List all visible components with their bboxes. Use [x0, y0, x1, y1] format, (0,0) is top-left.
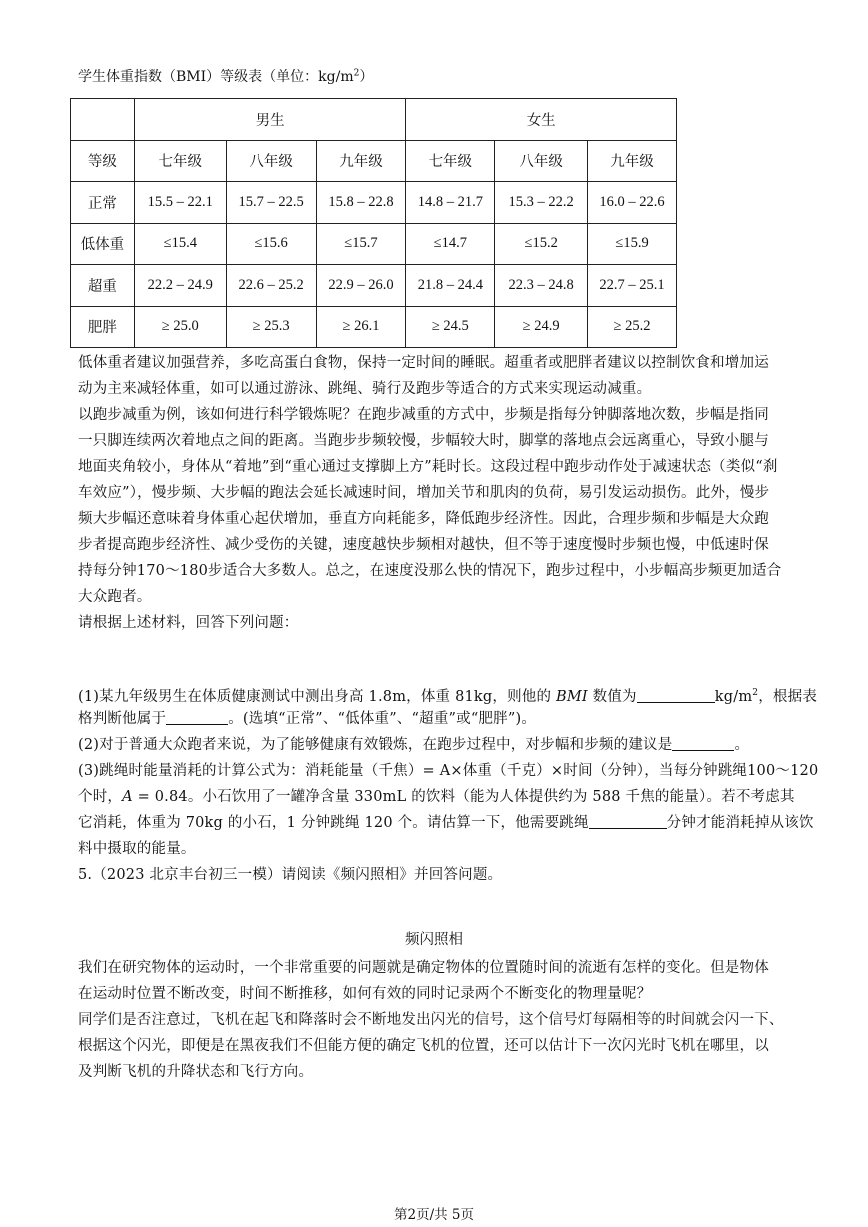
question-2: (2)对于普通大众跑者来说，为了能够健康有效锻炼，在跑步过程中，对步幅和步频的建议是 。: [78, 737, 750, 753]
table-cell: ≥ 25.0: [134, 306, 226, 348]
question-3-line-2: 个时，A = 0.84。小石饮用了一罐净含量 330mL 的饮料（能为人体提供约为 588 千焦的能量）。若不考虑其: [78, 789, 795, 805]
table-cell: ≤14.7: [406, 223, 495, 265]
article-title: 频闪照相: [405, 932, 463, 948]
article-line: 同学们是否注意过，飞机在起飞和降落时会不断地发出闪光的信号，这个信号灯每隔相等的时间就会闪一下、: [78, 1012, 784, 1028]
table-cell: 22.2 – 24.9: [134, 265, 226, 307]
table-cell: 22.9 – 26.0: [316, 265, 406, 307]
table-cell: 15.3 – 22.2: [495, 182, 588, 224]
table-cell: ≥ 26.1: [316, 306, 406, 348]
table-cell: 九年级: [588, 140, 677, 182]
passage-line: 低体重者建议加强营养，多吃高蛋白食物，保持一定时间的睡眠。超重者或肥胖者建议以控制饮食和增加运: [78, 355, 769, 371]
group-header-female: 女生: [406, 99, 677, 141]
table-cell: 超重: [71, 265, 135, 307]
table-cell: 肥胖: [71, 306, 135, 348]
passage-line: 车效应”），慢步频、大步幅的跑法会延长减速时间，增加关节和肌肉的负荷，易引发运动损伤。此外，慢步: [78, 485, 770, 501]
table-cell: ≥ 25.3: [226, 306, 316, 348]
table-row: [71, 99, 677, 141]
table-cell: 15.5 – 22.1: [134, 182, 226, 224]
table-cell: 七年级: [134, 140, 226, 182]
table-cell: 九年级: [316, 140, 406, 182]
article-line: 根据这个闪光，即便是在黑夜我们不但能方便的确定飞机的位置，还可以估计下一次闪光时飞机在哪里，以: [78, 1038, 769, 1054]
table-cell: 16.0 – 22.6: [588, 182, 677, 224]
question-3-line-1: (3)跳绳时能量消耗的计算公式为：消耗能量（千焦）= A×体重（千克）×时间（分钟），当每分钟跳绳100～120: [78, 763, 819, 779]
passage: [78, 350, 858, 636]
passage-line: 以跑步减重为例，该如何进行科学锻炼呢？在跑步减重的方式中，步频是指每分钟脚落地次数，步幅是指同: [78, 407, 769, 423]
table-cell: 低体重: [71, 223, 135, 265]
table-cell: ≤15.4: [134, 223, 226, 265]
page-footer: 第2页/共 5页: [393, 1207, 475, 1223]
bmi-table: [70, 98, 677, 348]
table-cell: ≤15.9: [588, 223, 677, 265]
table-cell: ≤15.2: [495, 223, 588, 265]
table-row: [71, 265, 677, 307]
table-cell: ≥ 24.9: [495, 306, 588, 348]
table-cell: 八年级: [495, 140, 588, 182]
table-caption: 学生体重指数（BMI）等级表（单位：$kg/m^2$）: [78, 68, 374, 85]
table-row: [71, 306, 677, 348]
question-1-line-2: 格判断他属于 。(选填“正常”、“低体重”、“超重”或“肥胖”)。: [78, 711, 537, 727]
table-cell: [71, 99, 135, 141]
table-cell: ≥ 25.2: [588, 306, 677, 348]
answer-blank[interactable]: [589, 814, 667, 829]
article-line: 我们在研究物体的运动时，一个非常重要的问题就是确定物体的位置随时间的流逝有怎样的变化。但是物体: [78, 960, 769, 976]
answer-blank[interactable]: [637, 688, 715, 703]
passage-line: 大众跑者。: [78, 589, 152, 605]
table-cell: 正常: [71, 182, 135, 224]
passage-line: 步者提高跑步经济性、减少受伤的关键，速度越快步频相对越快，但不等于速度慢时步频也慢，中低速时保: [78, 537, 769, 553]
question-5-heading: 5.（2023 北京丰台初三一模）请阅读《频闪照相》并回答问题。: [78, 867, 503, 883]
table-cell: ≤15.7: [316, 223, 406, 265]
table-cell: 22.7 – 25.1: [588, 265, 677, 307]
table-row: [71, 182, 677, 224]
table-cell: 22.3 – 24.8: [495, 265, 588, 307]
article-line: 在运动时位置不断改变，时间不断推移，如何有效的同时记录两个不断变化的物理量呢？: [78, 986, 652, 1002]
question-3-line-4: 料中摄取的能量。: [78, 841, 196, 857]
passage-line: 持每分钟170～180步适合大多数人。总之，在速度没那么快的情况下，跑步过程中，小步幅高步频更加适合: [78, 563, 782, 579]
table-cell: 等级: [71, 140, 135, 182]
table-cell: 15.7 – 22.5: [226, 182, 316, 224]
passage-line: 一只脚连续两次着地点之间的距离。当跑步步频较慢，步幅较大时，脚掌的落地点会远离重心，导致小腿与: [78, 433, 769, 449]
article-line: 及判断飞机的升降状态和飞行方向。: [78, 1064, 314, 1080]
passage-line: 动为主来减轻体重，如可以通过游泳、跳绳、骑行及跑步等适合的方式来实现运动减重。: [78, 381, 652, 397]
answer-blank[interactable]: [672, 736, 734, 751]
article: [78, 955, 858, 1085]
answer-blank[interactable]: [166, 710, 228, 725]
question-1-line-1: (1)某九年级男生在体质健康测试中测出身高 1.8m，体重 81kg，则他的 BMI 数值为 $kg/m^2$，根据表: [78, 688, 818, 705]
table-row: [71, 223, 677, 265]
table-cell: 21.8 – 24.4: [406, 265, 495, 307]
table-cell: 22.6 – 25.2: [226, 265, 316, 307]
passage-line: 地面夹角较小，身体从“着地”到“重心通过支撑脚上方”耗时长。这段过程中跑步动作处于减速状态（类似“刹: [78, 459, 778, 475]
group-header-male: 男生: [134, 99, 406, 141]
table-cell: ≥ 24.5: [406, 306, 495, 348]
table-cell: 15.8 – 22.8: [316, 182, 406, 224]
passage-line: 频大步幅还意味着身体重心起伏增加，垂直方向耗能多，降低跑步经济性。因此，合理步频和步幅是大众跑: [78, 511, 769, 527]
table-cell: ≤15.6: [226, 223, 316, 265]
table-cell: 七年级: [406, 140, 495, 182]
table-cell: 八年级: [226, 140, 316, 182]
passage-line: 请根据上述材料，回答下列问题：: [78, 615, 299, 631]
question-3-line-3: 它消耗，体重为 70kg 的小石，1 分钟跳绳 120 个。请估算一下，他需要跳绳 分钟才能消耗掉从该饮: [78, 815, 814, 831]
table-row: [71, 140, 677, 182]
questions: [78, 680, 858, 888]
table-cell: 14.8 – 21.7: [406, 182, 495, 224]
